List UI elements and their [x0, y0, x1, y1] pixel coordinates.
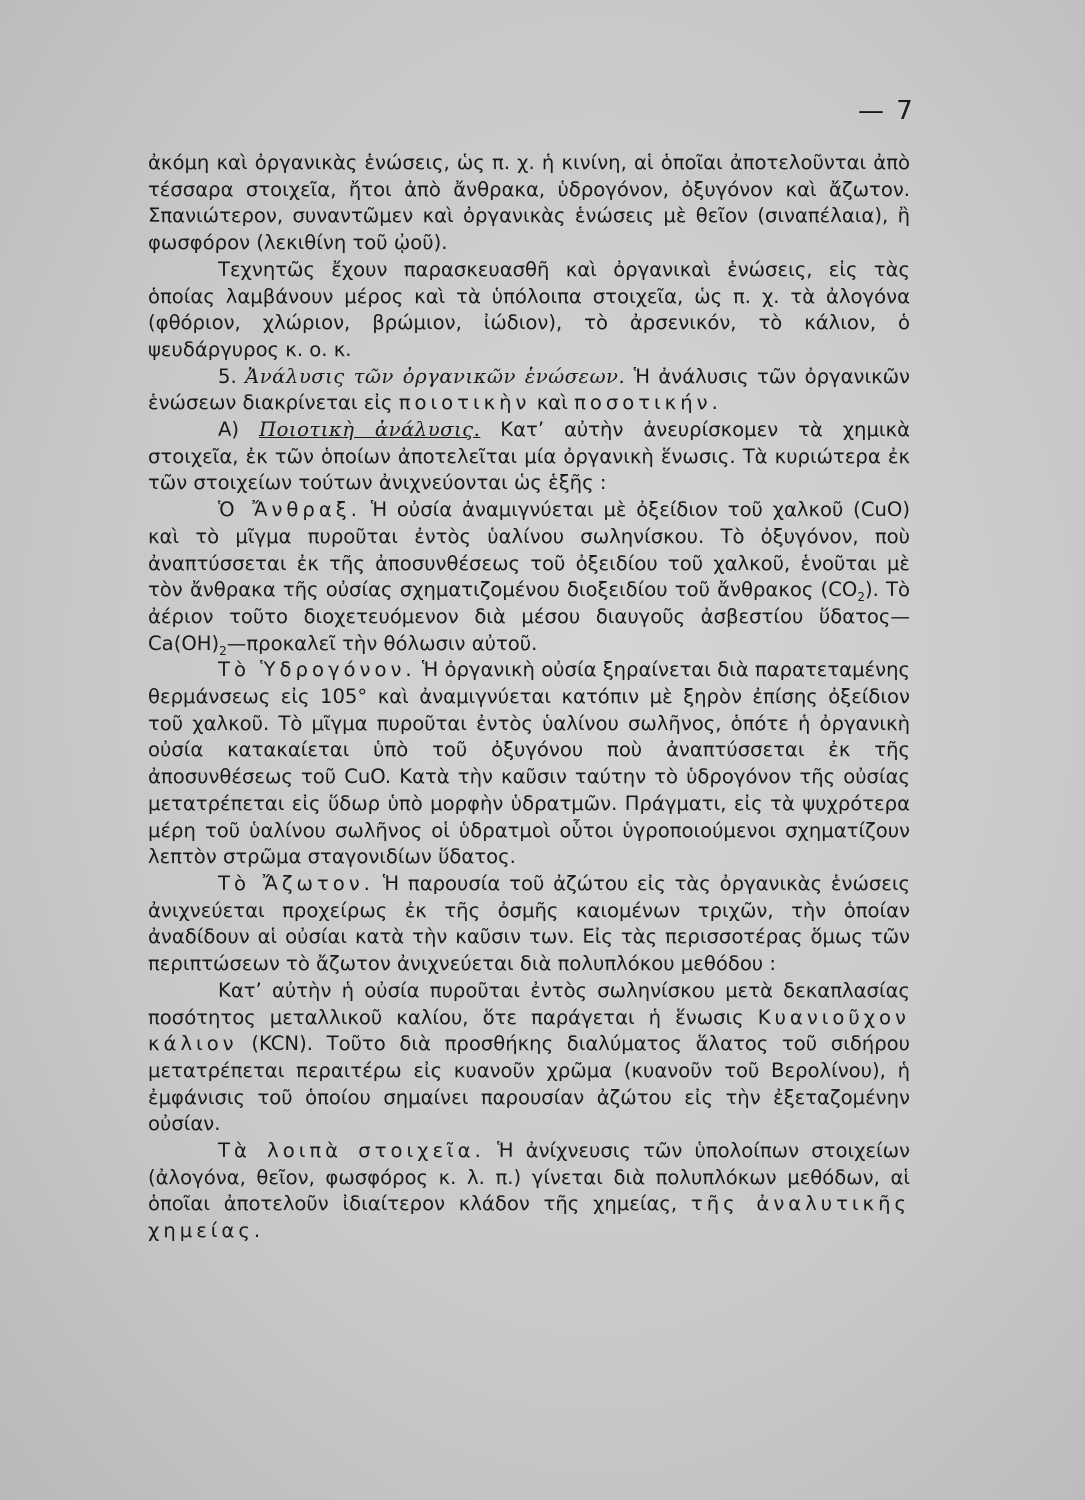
body-text [148, 150, 910, 1245]
carbon-text-2: ). Τὸ ἀέριον τοῦτο διοχετευόμενον διὰ μέσου διαυγοῦς ἀσβεστίου ὕδατος—Ca(OH) [148, 578, 910, 655]
paragraph-section-5 [148, 364, 910, 417]
term-nitrogen: Τὸ Ἄζωτον. [218, 871, 374, 895]
paragraph-nitrogen [148, 871, 910, 978]
hydrogen-text: Ἡ ὀργανικὴ οὐσία ξηραίνεται διὰ παρατεταμένης θερμάνσεως εἰς 105° καὶ ἀναμιγνύεται κατόπιν μὲ ξηρὸν ἐπίσης ὀξείδιον τοῦ χαλκοῦ. Τὸ μῖγμα πυροῦται ἐντὸς ὑαλίνου σωλῆνος, ὁπότε ἡ ὀργανικὴ οὐσία κατακαίεται ὑπὸ τοῦ ὀξυγόνου ποὺ ἀναπτύσσεται ἐκ τῆς ἀποσυνθέσεως τοῦ CuO. Κατὰ τὴν καῦσιν ταύτην τὸ ὑδρογόνον τῆς οὐσίας μετατρέπεται εἰς ὕδωρ ὑπὸ μορφὴν ὑδρατμῶν. Πράγματι, εἰς τὰ ψυχρότερα μέρη τοῦ ὑαλίνου σωλῆνος οἱ ὑδρατμοὶ οὗτοι ὑγροποιούμενοι σχηματίζουν λεπτὸν στρῶμα σταγονιδίων ὕδατος. [148, 658, 910, 869]
term-quantitative: ποσοτικήν. [574, 391, 722, 415]
subsection-heading: Ποιοτικὴ ἀνάλυσις. [259, 418, 481, 442]
section-number: 5. [218, 364, 237, 388]
term-carbon: Ὁ Ἄνθραξ. [218, 498, 361, 522]
paragraph-hydrogen [148, 657, 910, 871]
term-qualitative: ποιοτικὴν [398, 391, 531, 415]
nitrogen-method-text-2: (KCN). Τοῦτο διὰ προσθήκης διαλύματος ἅλατος τοῦ σιδήρου μετατρέπεται περαιτέρω εἰς κυανοῦν χρῶμα (κυανοῦν τοῦ Βερολίνου), ἡ ἐμφάνισις τοῦ ὁποίου σημαίνει παρουσίαν ἀζώτου εἰς τὴν ἐξεταζομένην οὐσίαν. [148, 1032, 910, 1136]
paragraph-intro: ἀκόμη καὶ ὀργανικὰς ἑνώσεις, ὡς π. χ. ἡ κινίνη, αἱ ὁποῖαι ἀποτελοῦνται ἀπὸ τέσσαρα στοιχεῖα, ἤτοι ἀπὸ ἄνθρακα, ὑδρογόνον, ὀξυγόνον καὶ ἄζωτον. Σπανιώτερον, συναντῶμεν καὶ ὀργανικὰς ἑνώσεις μὲ θεῖον (σιναπέλαια), ἢ φωσφόρον (λεκιθίνη τοῦ ᾠοῦ). [148, 151, 910, 255]
paragraph-synthetic: Τεχνητῶς ἔχουν παρασκευασθῆ καὶ ὀργανικαὶ ἑνώσεις, εἰς τὰς ὁποίας λαμβάνουν μέρος καὶ τὰ ὑπόλοιπα στοιχεῖα, ὡς π. χ. τὰ ἀλογόνα (φθόριον, χλώριον, βρώμιον, ἰώδιον), τὸ ἀρσενικόν, τὸ κάλιον, ὁ ψευδάργυρος κ. ο. κ. [148, 257, 910, 361]
caoh-subscript: 2 [219, 643, 227, 658]
paragraph-nitrogen-method [148, 978, 910, 1138]
term-potassium-cyanide: Κυανιοῦχον κάλιον [148, 1005, 910, 1056]
nitrogen-method-text-1: Κατ’ αὐτὴν ἡ οὐσία πυροῦται ἐντὸς σωληνίσκου μετὰ δεκαπλασίας ποσότητος μεταλλικοῦ καλίου, ὅτε παράγεται ἡ ἕνωσις [148, 978, 910, 1029]
carbon-text-1: Ἡ οὐσία ἀναμιγνύεται μὲ ὀξείδιον τοῦ χαλκοῦ (CuO) καὶ τὸ μῖγμα πυροῦται ἐντὸς ὑαλίνου σωληνίσκου. Τὸ ὀξυγόνον, ποὺ ἀναπτύσσεται ἐκ τῆς ἀποσυνθέσεως τοῦ ὀξειδίου τοῦ χαλκοῦ, ἑνοῦται μὲ τὸν ἄνθρακα τῆς οὐσίας σχηματιζομένου διοξειδίου τοῦ ἄνθρακος (CO [148, 498, 910, 602]
term-hydrogen: Τὸ Ὑδρογόνον. [218, 658, 416, 682]
section-text: Ἡ ἀνάλυσις τῶν ὀργανικῶν ἑνώσεων διακρίνεται εἰς [148, 364, 910, 415]
paragraph-other-elements [148, 1138, 910, 1245]
co2-subscript: 2 [857, 590, 865, 605]
conjunction: καὶ [536, 391, 568, 415]
paragraph-carbon [148, 497, 910, 657]
carbon-text-3: —προκαλεῖ τὴν θόλωσιν αὐτοῦ. [226, 631, 538, 655]
page-number: — 7 [858, 96, 915, 126]
term-analytical-chemistry: τῆς ἀναλυτικῆς χημείας. [148, 1192, 911, 1243]
other-elements-text: Ἡ ἀνίχνευσις τῶν ὑπολοίπων στοιχείων (ἀλογόνα, θεῖον, φωσφόρος κ. λ. π.) γίνεται διὰ πολυπλόκων μεθόδων, αἱ ὁποῖαι ἀποτελοῦν ἰδιαίτερον κλάδον τῆς χημείας, [148, 1139, 910, 1216]
subsection-text: Κατ’ αὐτὴν ἀνευρίσκομεν τὰ χημικὰ στοιχεῖα, ἐκ τῶν ὁποίων ἀποτελεῖται μία ὀργανικὴ ἕνωσις. Τὰ κυριώτερα ἐκ τῶν στοιχείων τούτων ἀνιχνεύονται ὡς ἑξῆς : [148, 418, 911, 495]
section-heading: Ἀνάλυσις τῶν ὀργανικῶν ἑνώσεων. [245, 364, 626, 388]
subsection-label: Α) [218, 418, 240, 442]
term-other-elements: Τὰ λοιπὰ στοιχεῖα. [218, 1139, 485, 1163]
nitrogen-text: Ἡ παρουσία τοῦ ἀζώτου εἰς τὰς ὀργανικὰς ἑνώσεις ἀνιχνεύεται προχείρως ἐκ τῆς ὀσμῆς καιομένων τριχῶν, τὴν ὁποίαν ἀναδίδουν αἱ οὐσίαι κατὰ τὴν καῦσιν των. Εἰς τὰς περισσοτέρας ὅμως τῶν περιπτώσεων τὸ ἄζωτον ἀνιχνεύεται διὰ πολυπλόκου μεθόδου : [148, 871, 910, 976]
paragraph-qualitative [148, 417, 910, 497]
